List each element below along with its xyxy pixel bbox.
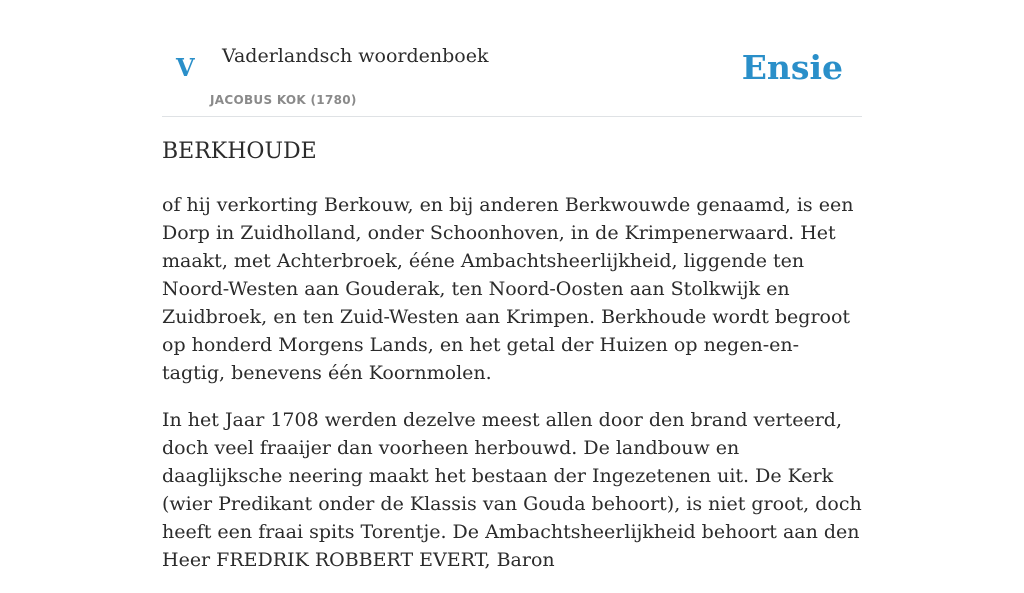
book-author: JACOBUS KOK (1780) <box>210 93 357 107</box>
book-letter-icon: V <box>176 53 195 82</box>
book-title-link[interactable]: Vaderlandsch woordenboek <box>222 45 489 67</box>
entry-content <box>162 191 862 593</box>
entry-paragraph: of hij verkorting Berkouw, en bij anderen Berkwouwde genaamd, is een Dorp in Zuidholland, onder Schoonhoven, in de Krimpenerwaard. Het maakt, met Achterbroek, ééne Ambachtsheerlijkheid, liggende ten Noord-Westen aan Gouderak, ten Noord-Oosten aan Stolkwijk en Zuidbroek, en ten Zuid-Westen aan Krimpen. Berkhoude wordt begroot op honderd Morgens Lands, en het getal der Huizen op negen-en-tagtig, benevens één Koornmolen. <box>162 194 854 384</box>
entry-headword: BERKHOUDE <box>162 139 317 164</box>
brand-logo-link[interactable]: Ensie <box>741 48 843 87</box>
page-header <box>162 0 862 117</box>
entry-paragraph: In het Jaar 1708 werden dezelve meest allen door den brand verteerd, doch veel fraaijer dan voorheen herbouwd. De landbouw en daaglijksche neering maakt het bestaan der Ingezetenen uit. De Kerk (wier Predikant onder de Klassis van Gouda behoort), is niet groot, doch heeft een fraai spits Torentje. De Ambachtsheerlijkheid behoort aan den Heer FREDRIK ROBBERT EVERT, Baron <box>162 409 862 571</box>
